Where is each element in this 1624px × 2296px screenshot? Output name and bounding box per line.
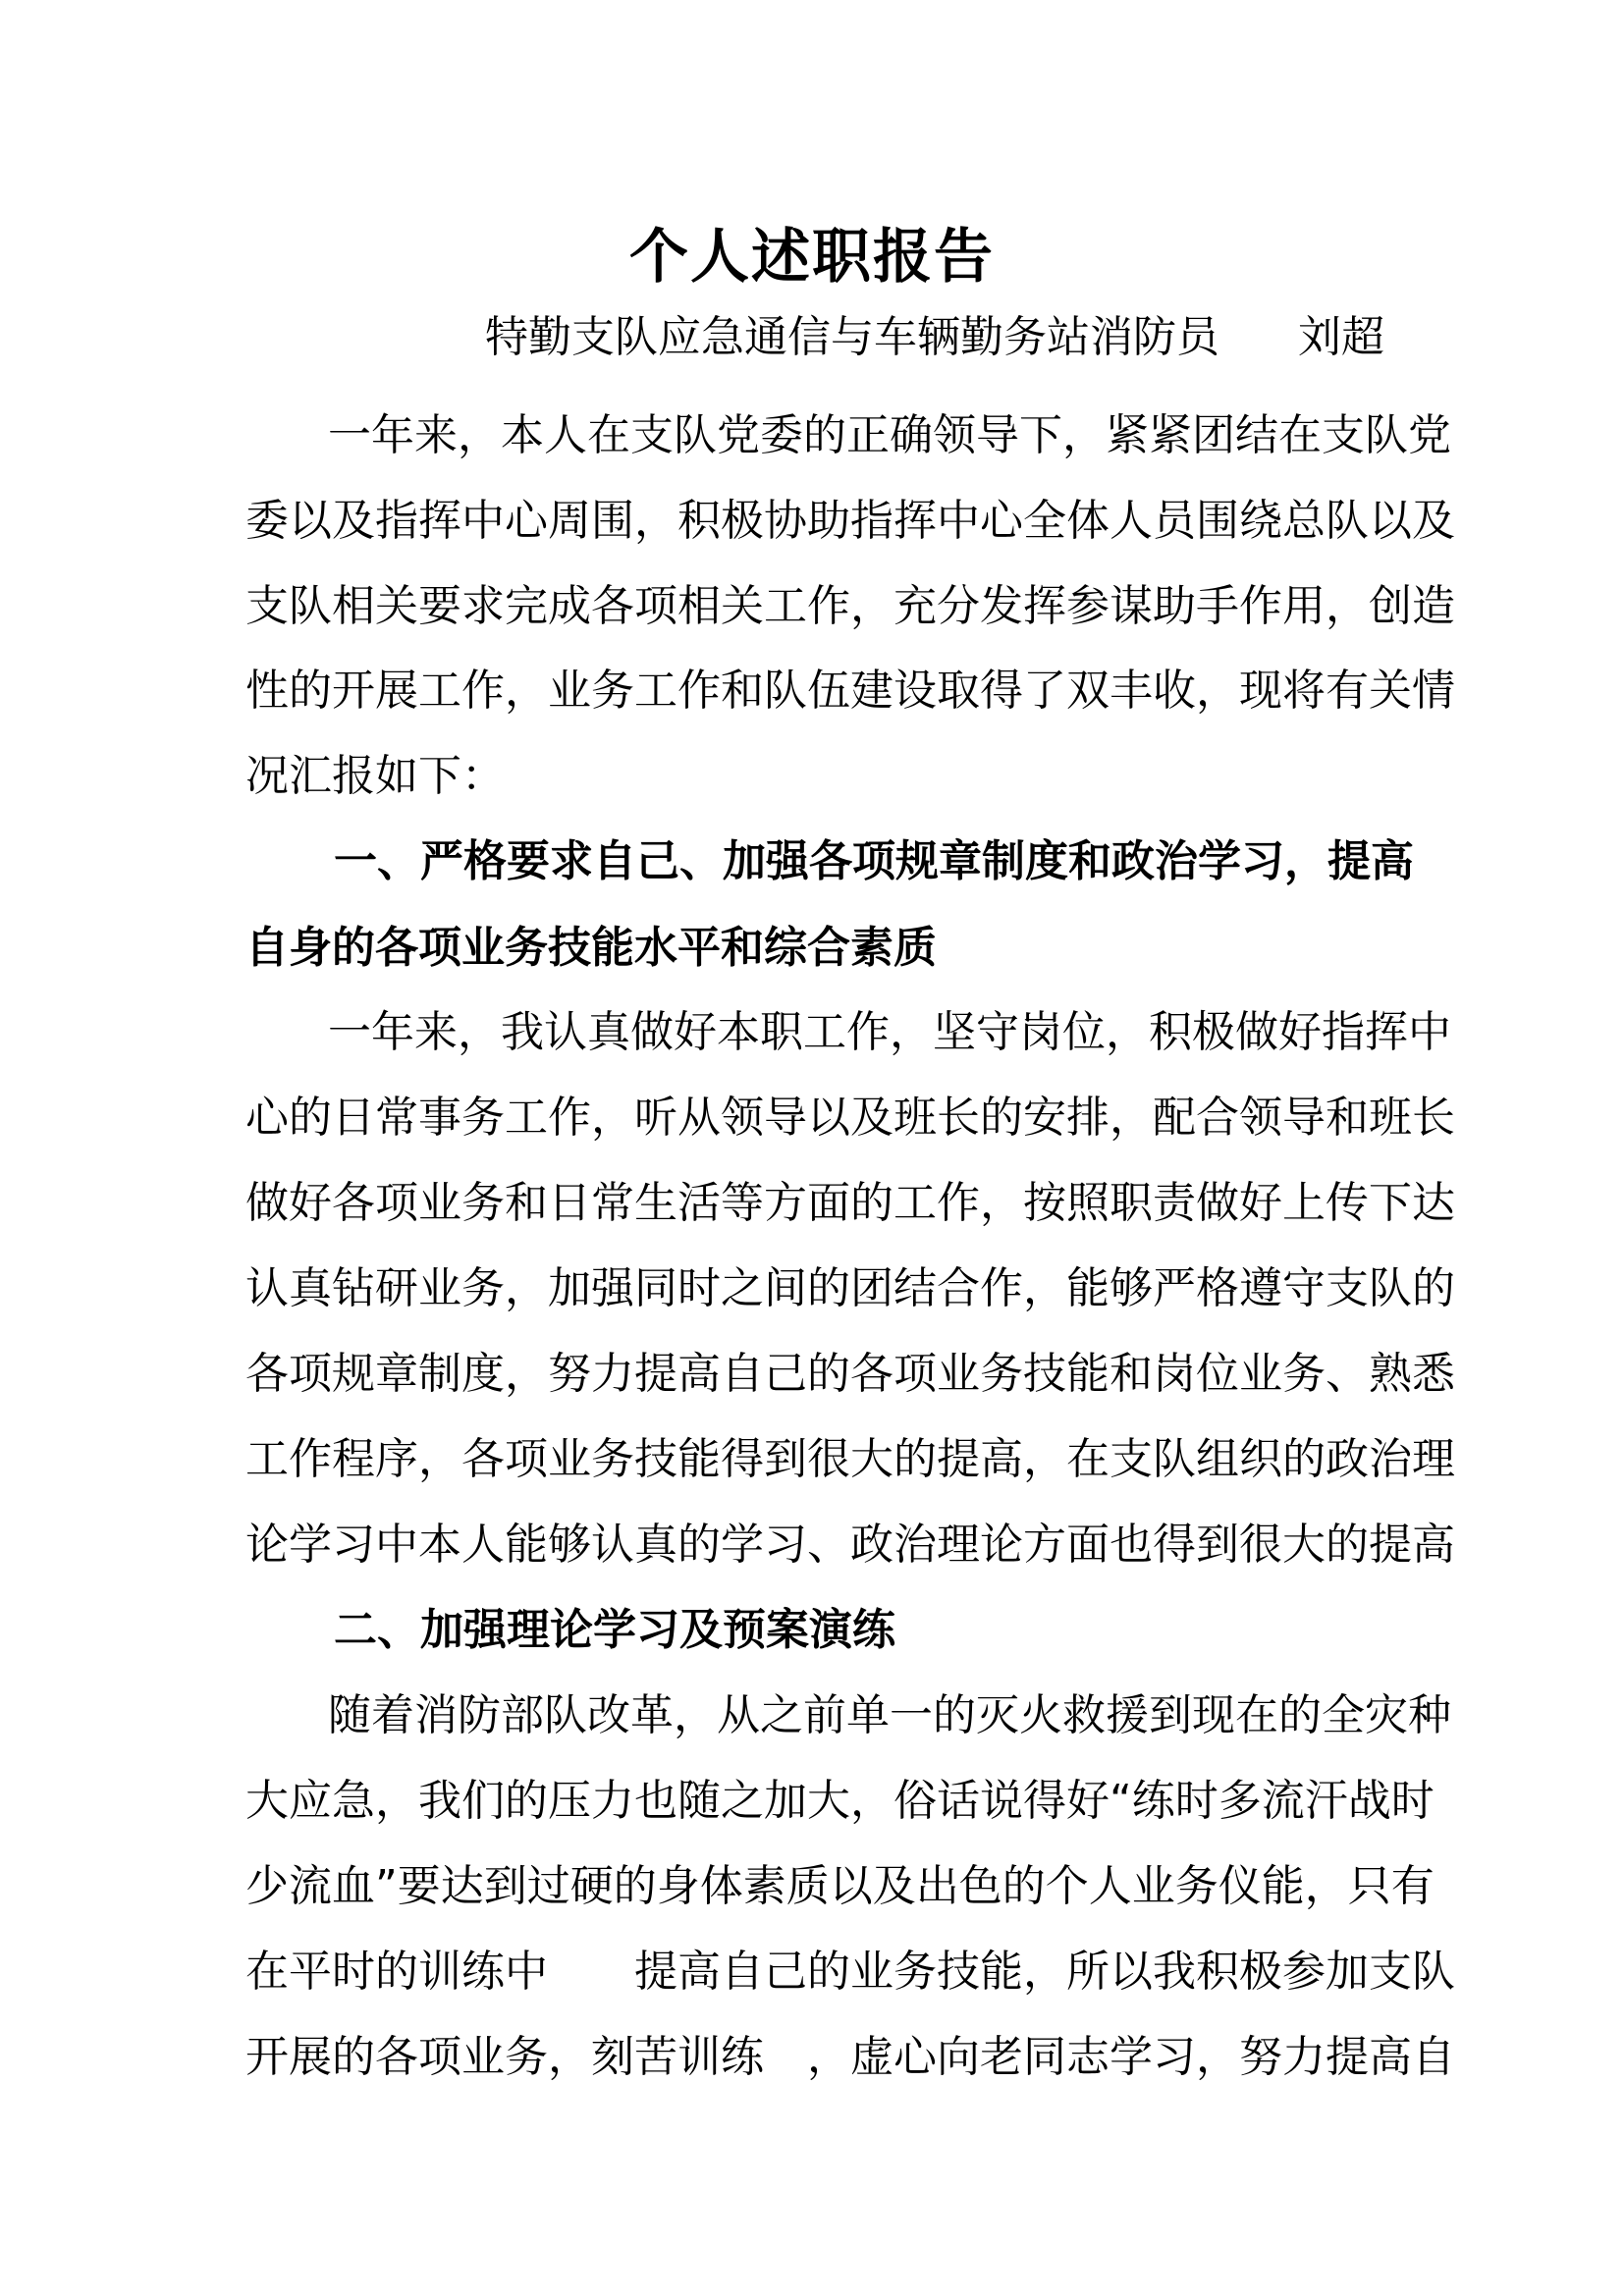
paragraph-line: 认真钻研业务，加强同时之间的团结合作，能够严格遵守支队的	[245, 1263, 1455, 1313]
paragraph-line: 工作程序，各项业务技能得到很大的提高，在支队组织的政治理	[245, 1434, 1455, 1484]
section-heading-line: 自身的各项业务技能水平和综合素质	[245, 923, 937, 973]
paragraph-line: 性的开展工作，业务工作和队伍建设取得了双丰收，现将有关情	[245, 666, 1455, 716]
paragraph-line: 各项规章制度，努力提高自己的各项业务技能和岗位业务、熟悉	[245, 1349, 1455, 1399]
document-title: 个人述职报告	[629, 223, 995, 292]
section-heading-line: 二、加强理论学习及预案演练	[334, 1605, 895, 1655]
paragraph-line: 大应急，我们的压力也随之加大，俗话说得好“练时多流汗战时	[245, 1776, 1435, 1826]
paragraph-line: 一年来，本人在支队党委的正确领导下，紧紧团结在支队党	[328, 410, 1451, 460]
paragraph-line: 随着消防部队改革，从之前单一的灭火救援到现在的全灾种	[328, 1690, 1451, 1740]
paragraph-line: 况汇报如下：	[245, 751, 505, 801]
document-byline	[485, 308, 1384, 367]
paragraph-line: 心的日常事务工作，听从领导以及班长的安排，配合领导和班长	[245, 1093, 1455, 1143]
paragraph-line: 在平时的训练中 提高自己的业务技能，所以我积极参加支队	[245, 1947, 1455, 1997]
paragraph-line: 开展的各项业务，刻苦训练 ，虚心向老同志学习，努力提高自	[245, 2032, 1455, 2082]
section-heading-line: 一、严格要求自己、加强各项规章制度和政治学习，提高	[334, 836, 1414, 886]
author-position: 特勤支队应急通信与车辆勤务站消防员	[485, 312, 1219, 362]
paragraph-line: 做好各项业务和日常生活等方面的工作，按照职责做好上传下达	[245, 1178, 1455, 1228]
paragraph-line: 支队相关要求完成各项相关工作，充分发挥参谋助手作用，创造	[245, 581, 1455, 631]
paragraph-line: 一年来，我认真做好本职工作，坚守岗位，积极做好指挥中	[328, 1007, 1451, 1057]
paragraph-line: 少流血”要达到过硬的身体素质以及出色的个人业务仪能，只有	[245, 1861, 1435, 1911]
paragraph-line: 委以及指挥中心周围，积极协助指挥中心全体人员围绕总队以及	[245, 496, 1455, 546]
author-name: 刘超	[1298, 312, 1384, 362]
paragraph-line: 论学习中本人能够认真的学习、政治理论方面也得到很大的提高	[245, 1520, 1455, 1570]
